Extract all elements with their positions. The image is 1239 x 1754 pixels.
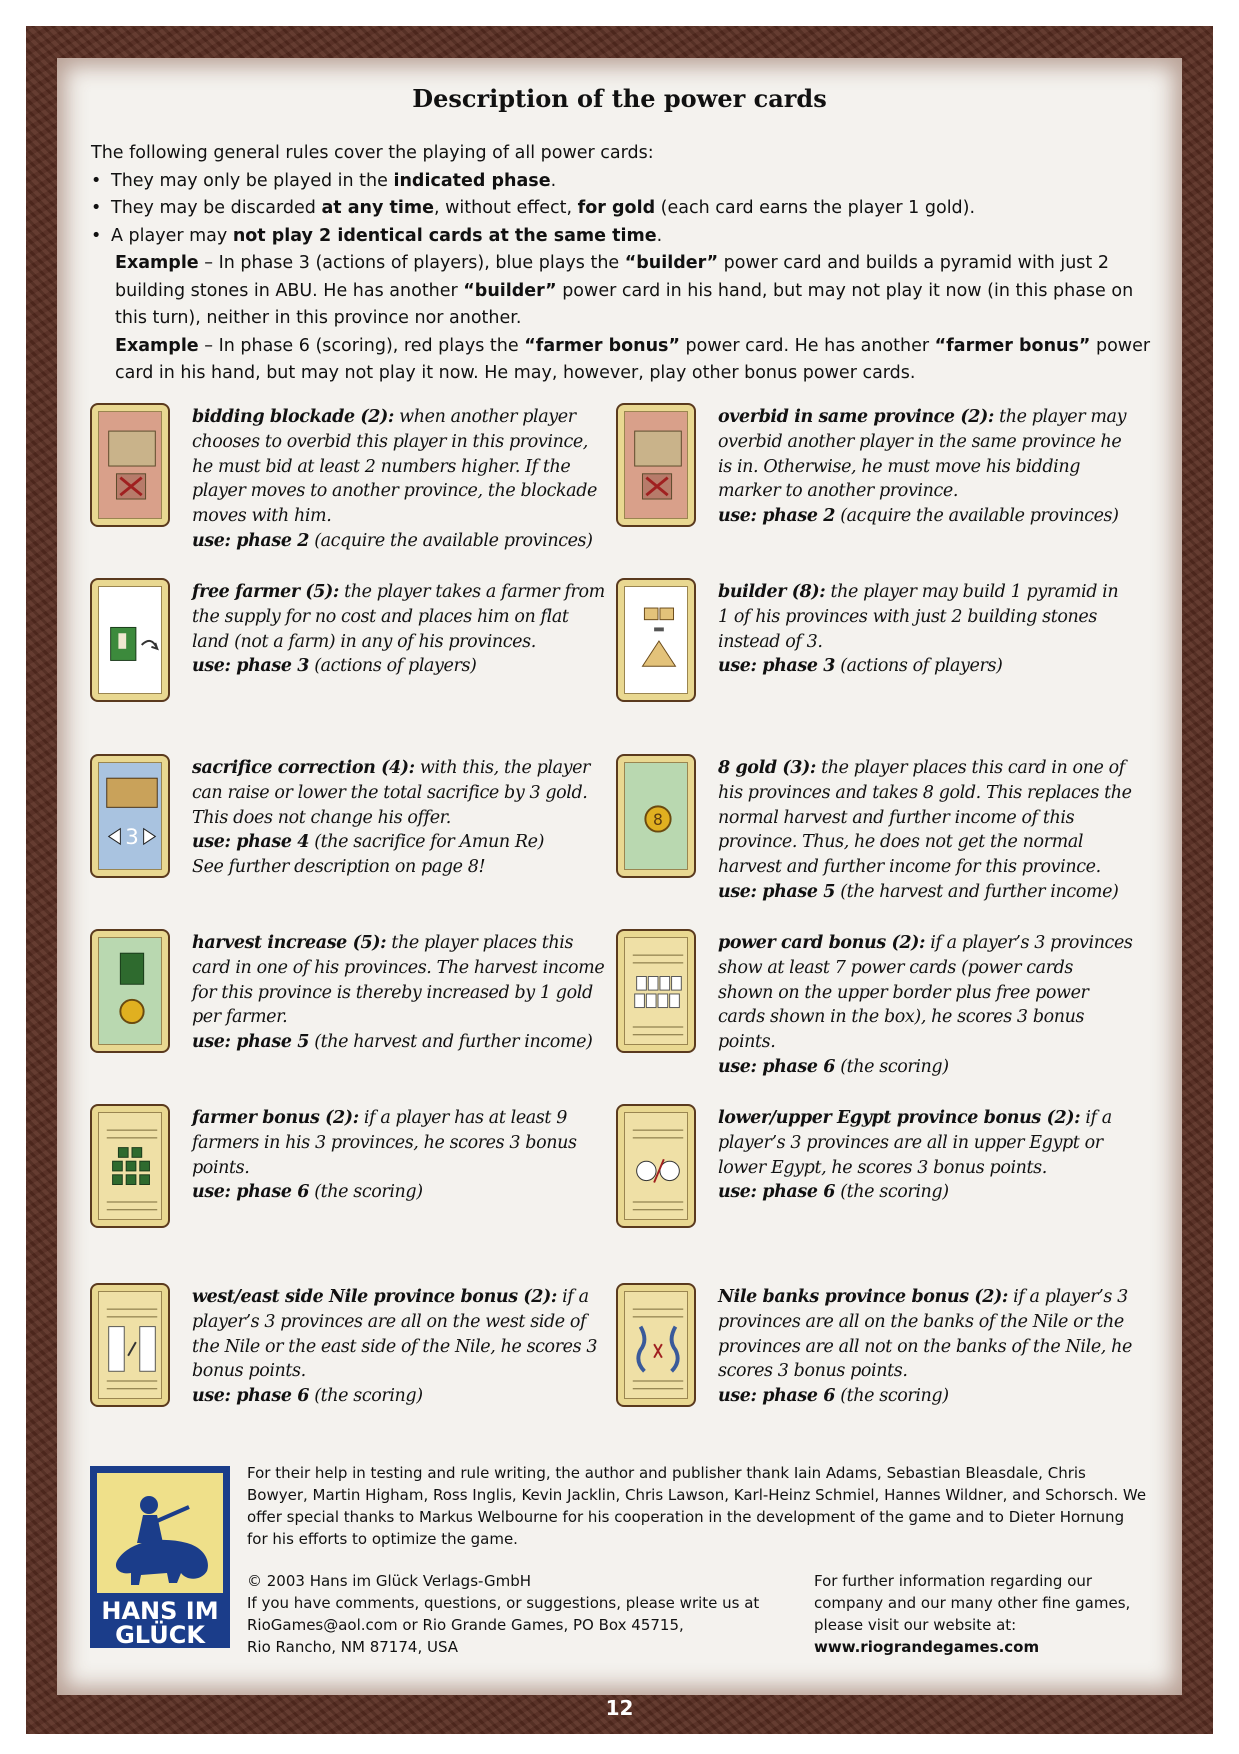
rule-emphasis: not play 2 identical cards at the same time [232,225,657,246]
card-usage [192,654,607,679]
example-text: – In phase 3 (actions of players), blue plays the [198,253,625,273]
card-description [192,580,607,679]
card-name: 8 gold (3): [718,758,816,778]
card-illustration [616,403,696,527]
rule-text: , without effect, [433,198,578,218]
logo-name-line1: HANS IM [101,1597,219,1625]
card-phase-desc: (the scoring) [309,1386,423,1407]
card-face [98,586,162,694]
website-link[interactable] [814,1636,1154,1658]
card-usage [718,504,1133,529]
card-name: farmer bonus (2): [192,1108,359,1128]
temple-icon [99,763,165,873]
card-face [98,937,162,1045]
card-extra-note: See further description on page 8! [192,857,486,878]
card-name: sacrifice correction (4): [192,758,415,778]
card-name: overbid in same province (2): [718,407,994,427]
card-phase: use: phase 6 [718,1182,836,1203]
card-effect: with this, the player can raise or lower the total sacrifice by 3 gold. This does not change his offer. [192,758,591,828]
card-usage [718,1055,1133,1080]
example-emphasis: “farmer bonus” [524,335,680,356]
card-phase-desc: (the scoring) [835,1056,949,1077]
svg-text:8: 8 [653,810,663,829]
card-name: harvest increase (5): [192,933,387,953]
card-face [98,1112,162,1220]
contact-line: RioGames@aol.com or Rio Grande Games, PO Box 45715, [247,1616,684,1634]
rule-emphasis: at any time [321,198,434,218]
card-usage [718,1384,1133,1409]
card-usage [192,1180,607,1205]
example-text: power card and builds a pyramid with just 2 building stones in ABU. He has another [115,253,1109,301]
farmer-coin-icon [99,938,165,1048]
upper-lower-egypt-icon [625,1113,691,1223]
example-emphasis: “builder” [463,280,557,301]
example-text: power card. He has another [679,335,935,356]
card-phase-desc: (actions of players) [835,656,1003,677]
credits-text: For their help in testing and rule writing, the author and publisher thank Iain Adams, Sebastian Bleasdale, Chris Bowyer, Martin Higham, Ross Inglis, Kevin Jacklin, Chris Lawson, Karl-Heinz Schmiel, Hannes Wildner, and Schorsch. We offer special thanks to Markus Welbourne for his cooperation in the development of the game and to Dieter Hornung for his efforts to optimize the game. [247,1464,1147,1548]
card-usage [192,529,607,554]
rule-emphasis: indicated phase [393,170,551,191]
example-emphasis: “builder” [624,253,719,273]
card-effect: if a player’s 3 provinces are all on the banks of the Nile or the provinces are all not on the banks of the Nile, he scores 3 bonus points. [718,1287,1132,1382]
logo-emblem [97,1473,223,1593]
contact-info [247,1570,767,1658]
rule-text: A player may [111,225,233,246]
rules-lead: The following general rules cover the playing of all power cards: [91,143,654,163]
card-face [624,586,688,694]
rule-item [91,168,1151,196]
rule-text: . [550,170,557,191]
example-label: Example [115,253,199,273]
card-illustration [90,754,170,878]
card-face [624,937,688,1045]
card-face [624,1112,688,1220]
general-rules [91,140,1151,388]
card-description [718,1285,1133,1409]
card-illustration [616,1104,696,1228]
card-face [624,1291,688,1399]
card-name: west/east side Nile province bonus (2): [192,1287,557,1307]
card-phase: use: phase 3 [718,656,836,677]
card-description [192,931,607,1055]
rule-item [91,195,1151,223]
card-effect: if a player’s 3 provinces are all in upper Egypt or lower Egypt, he scores 3 bonus points. [718,1108,1112,1178]
bullet: • [91,225,102,246]
card-phase: use: phase 4 [192,832,310,853]
card-phase: use: phase 2 [192,530,310,551]
card-usage [718,654,1133,679]
farmer-icon [99,587,165,697]
card-phase: use: phase 6 [718,1386,836,1407]
card-face [98,1291,162,1399]
card-usage [718,1180,1133,1205]
page-title: Description of the power cards [412,84,827,113]
card-effect: when another player chooses to overbid this player in this province, he must bid at least 2 numbers higher. If the player moves to another province, the blockade moves with him. [192,407,597,527]
example-label: Example [115,335,199,356]
rule-emphasis: for gold [577,198,656,218]
card-description [718,580,1133,679]
bullet: • [91,198,102,218]
gold-coin-icon [625,763,691,873]
card-phase-desc: (the scoring) [309,1182,423,1203]
west-east-nile-icon [99,1292,165,1402]
card-name: Nile banks province bonus (2): [718,1287,1008,1307]
example-text: power card in his hand, but may not play it now. He may, however, play other bonus power cards. [115,335,1151,383]
card-phase-desc: (the scoring) [835,1182,949,1203]
card-phase-desc: (the harvest and further income) [835,881,1119,902]
copyright-line: © 2003 Hans im Glück Verlags-GmbH [247,1572,532,1590]
farmers-icon [99,1113,165,1223]
card-usage [192,1030,607,1055]
card-name: lower/upper Egypt province bonus (2): [718,1108,1081,1128]
card-description [718,931,1133,1080]
rider-pig-icon [97,1473,223,1593]
card-face [98,411,162,519]
card-effect: if a player’s 3 provinces show at least 7 power cards (power cards shown on the upper border plus free power cards shown in the box), he scores 3 bonus points. [718,933,1133,1053]
card-phase-desc: (the scoring) [835,1386,949,1407]
card-description [192,1106,607,1205]
rule-text: They may only be played in the [111,170,394,191]
card-description [718,1106,1133,1205]
rule-text: . [656,225,663,246]
card-illustration [90,403,170,527]
card-phase-desc: (actions of players) [309,656,477,677]
province-tile-icon [99,412,165,522]
card-usage [718,880,1133,905]
card-effect: the player may overbid another player in the same province he is in. Otherwise, he must move his bidding marker to another province. [718,407,1127,502]
more-info-line: company and our many other fine games, [814,1594,1131,1612]
rule-text: They may be discarded [111,198,322,218]
card-phase-desc: (acquire the available provinces) [835,506,1119,527]
card-illustration [90,1283,170,1407]
svg-text:3: 3 [125,825,139,851]
card-illustration [616,578,696,702]
card-illustration [616,929,696,1053]
example-text: power card in his hand, but may not play it now (in this phase on this turn), neither in this province nor another. [115,280,1134,328]
card-effect: the player places this card in one of his provinces and takes 8 gold. This replaces the normal harvest and further income of this province. Thus, he does not get the normal harvest and further income for this province. [718,758,1132,878]
card-illustration [616,754,696,878]
card-phase: use: phase 6 [192,1182,310,1203]
more-info [814,1570,1154,1658]
card-face [624,411,688,519]
card-effect: if a player has at least 9 farmers in his 3 provinces, he scores 3 bonus points. [192,1108,577,1178]
card-phase: use: phase 5 [718,881,836,902]
card-description [192,405,607,554]
province-tile-icon [625,412,691,522]
card-phase-desc: (the harvest and further income) [309,1032,593,1053]
publisher-logo [90,1466,230,1648]
card-name: free farmer (5): [192,582,339,602]
example-1 [91,250,1151,333]
card-effect: the player places this card in one of his provinces. The harvest income for this province is thereby increased by 1 gold per farmer. [192,933,605,1028]
card-illustration [616,1283,696,1407]
more-info-line: For further information regarding our [814,1572,1093,1590]
card-phase: use: phase 2 [718,506,836,527]
card-name: bidding blockade (2): [192,407,394,427]
card-phase: use: phase 3 [192,656,310,677]
card-usage [192,1384,607,1409]
card-illustration [90,1104,170,1228]
card-name: power card bonus (2): [718,933,926,953]
card-face [624,762,688,870]
example-text: – In phase 6 (scoring), red plays the [198,335,525,356]
card-description [192,1285,607,1409]
card-face [98,762,162,870]
card-illustration [90,578,170,702]
card-description [718,756,1133,905]
card-phase: use: phase 6 [192,1386,310,1407]
rule-text: (each card earns the player 1 gold). [655,198,976,218]
card-phase: use: phase 6 [718,1056,836,1077]
card-illustration [90,929,170,1053]
card-usage [192,830,607,855]
rule-item [91,223,1151,251]
nile-banks-icon [625,1292,691,1402]
card-description [718,405,1133,529]
page-number: 12 [605,1696,634,1720]
card-effect: the player takes a farmer from the supply for no cost and places him on flat land (not a farm) in any of his provinces. [192,582,605,652]
website-url[interactable]: www.riograndegames.com [814,1638,1040,1656]
power-cards-icon [625,938,691,1048]
card-effect: if a player’s 3 provinces are all on the west side of the Nile or the east side of the Nile, he scores 3 bonus points. [192,1287,598,1382]
card-phase-desc: (the sacrifice for Amun Re) [309,832,545,853]
more-info-line: please visit our website at: [814,1616,1017,1634]
card-phase-desc: (acquire the available provinces) [309,530,593,551]
card-name: builder (8): [718,582,826,602]
card-description [192,756,607,880]
contact-line: If you have comments, questions, or suggestions, please write us at [247,1594,760,1612]
rules-list [91,168,1151,251]
card-phase: use: phase 5 [192,1032,310,1053]
example-2 [91,333,1151,388]
logo-name-line2: GLÜCK [115,1621,205,1649]
bullet: • [91,170,102,191]
contact-line: Rio Rancho, NM 87174, USA [247,1638,459,1656]
card-effect: the player may build 1 pyramid in 1 of his provinces with just 2 building stones instead of 3. [718,582,1119,652]
pyramid-icon [625,587,691,697]
example-emphasis: “farmer bonus” [934,335,1091,356]
